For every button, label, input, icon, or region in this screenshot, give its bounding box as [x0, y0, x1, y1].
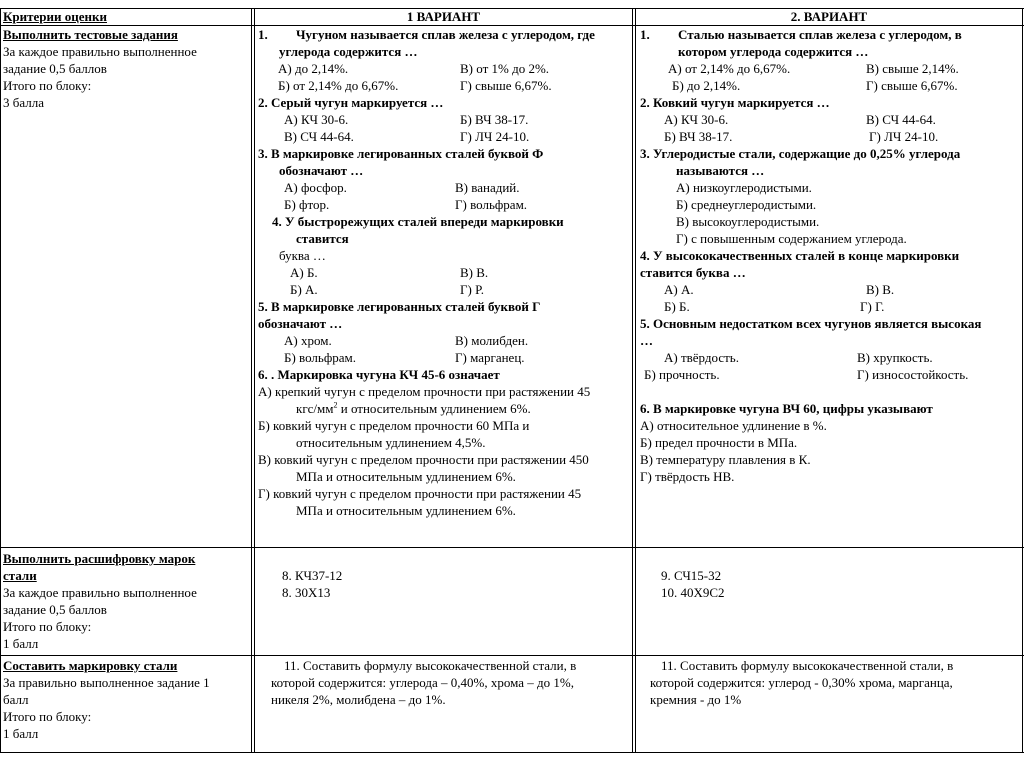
v2-formula-line-2: которой содержится: углерод - 0,30% хрома, марганца,: [650, 675, 953, 690]
v1-question-6-unit: кгс/мм: [296, 401, 334, 416]
criteria-block2-line3: Итого по блоку:: [3, 619, 92, 634]
v1-question-1-line-2: углерода содержится …: [279, 44, 418, 59]
v2-question-4-option-v: В) В.: [866, 282, 895, 297]
left-border: [0, 8, 1, 753]
v2-question-3-option-v: В) высокоуглеродистыми.: [676, 214, 820, 229]
v2-question-3-option-b: Б) среднеуглеродистыми.: [676, 197, 817, 212]
v2-marking-1: 9. СЧ15-32: [661, 568, 722, 583]
v1-formula-line-3: никеля 2%, молибдена – до 1%.: [271, 692, 446, 707]
v1-question-1-number: 1.: [258, 27, 268, 42]
criteria-block2-title-2: стали: [3, 568, 37, 583]
v1-question-6-option-v-line-2: МПа и относительным удлинением 6%.: [296, 469, 516, 484]
v1-question-3-option-b: Б) фтор.: [284, 197, 330, 212]
column-divider-1a: [251, 8, 252, 753]
v1-question-5-option-a: А) хром.: [284, 333, 332, 348]
v2-question-4-option-g: Г) Г.: [860, 299, 885, 314]
v1-question-3-option-v: В) ванадий.: [455, 180, 520, 195]
v1-question-2-option-g: Г) ЛЧ 24-10.: [460, 129, 530, 144]
criteria-block3-title: Составить маркировку стали: [3, 658, 178, 673]
right-border: [1022, 8, 1023, 753]
v2-question-1-line-2: котором углерода содержится …: [678, 44, 869, 59]
v2-question-1-option-a: А) от 2,14% до 6,67%.: [668, 61, 791, 76]
row-divider-2: [0, 655, 1024, 656]
v2-question-5-option-b: Б) прочность.: [644, 367, 720, 382]
criteria-block1-line4: 3 балла: [3, 95, 44, 110]
v1-question-4-line-2: ставится: [296, 231, 349, 246]
v2-question-1-option-b: Б) до 2,14%.: [672, 78, 741, 93]
v2-question-1-line-1: Сталью называется сплав железа с углеродом, в: [678, 27, 962, 42]
criteria-block1-line3: Итого по блоку:: [3, 78, 92, 93]
v2-question-2-option-a: А) КЧ 30-6.: [664, 112, 729, 127]
v2-question-3-option-a: А) низкоуглеродистыми.: [676, 180, 812, 195]
v1-question-6-option-a-line-1: А) крепкий чугун с пределом прочности при растяжении 45: [258, 384, 591, 399]
v2-question-2-option-g: Г) ЛЧ 24-10.: [869, 129, 939, 144]
v1-question-5-line-1: 5. В маркировке легированных сталей буквой Г: [258, 299, 541, 314]
v1-question-1-option-a: А) до 2,14%.: [278, 61, 349, 76]
v1-question-1-option-v: В) от 1% до 2%.: [460, 61, 550, 76]
v2-question-2: 2. Ковкий чугун маркируется …: [640, 95, 830, 110]
v1-question-2-option-a: А) КЧ 30-6.: [284, 112, 349, 127]
v1-marking-2: 8. 30Х13: [282, 585, 331, 600]
v1-question-2: 2. Серый чугун маркируется …: [258, 95, 444, 110]
v2-question-5-option-g: Г) износостойкость.: [857, 367, 969, 382]
v1-question-6-option-b-line-2: относительным удлинением 4,5%.: [296, 435, 486, 450]
v2-question-5-ellipsis: …: [640, 333, 653, 348]
criteria-block3-line4: 1 балл: [3, 726, 39, 741]
v2-question-1-option-v: В) свыше 2,14%.: [866, 61, 959, 76]
v1-question-4-option-b: Б) А.: [290, 282, 318, 297]
v1-question-6-option-g-line-1: Г) ковкий чугун с пределом прочности при растяжении 45: [258, 486, 582, 501]
v2-question-6-option-b: Б) предел прочности в МПа.: [640, 435, 798, 450]
row-divider-1: [0, 547, 1024, 548]
v1-formula-line-2: которой содержится: углерода – 0,40%, хрома – до 1%,: [271, 675, 574, 690]
v1-question-2-option-v: В) СЧ 44-64.: [284, 129, 354, 144]
v1-question-6-option-g-line-2: МПа и относительным удлинением 6%.: [296, 503, 516, 518]
v2-question-3-option-g: Г) с повышенным содержанием углерода.: [676, 231, 907, 246]
v1-question-1-line-1: Чугуном называется сплав железа с углеродом, где: [296, 27, 595, 42]
criteria-block3-line2: балл: [3, 692, 29, 707]
v1-question-4-line-3: буква …: [279, 248, 326, 263]
v2-question-2-option-b: Б) ВЧ 38-17.: [664, 129, 733, 144]
v2-question-1-option-g: Г) свыше 6,67%.: [866, 78, 958, 93]
v2-question-3-line-2: называются …: [676, 163, 765, 178]
v1-question-6-elongation: и относительным удлинением 6%.: [337, 401, 531, 416]
v1-marking-1: 8. КЧ37-12: [282, 568, 343, 583]
v1-question-5-option-v: В) молибден.: [455, 333, 529, 348]
v1-question-3-line-1: 3. В маркировке легированных сталей буквой Ф: [258, 146, 544, 161]
v2-question-5-option-v: В) хрупкость.: [857, 350, 933, 365]
v2-formula-line-1: 11. Составить формулу высококачественной стали, в: [661, 658, 954, 673]
v2-question-4-option-b: Б) Б.: [664, 299, 690, 314]
v1-question-3-option-g: Г) вольфрам.: [455, 197, 528, 212]
v1-question-3-line-2: обозначают …: [279, 163, 364, 178]
criteria-block1-line1: За каждое правильно выполненное: [3, 44, 197, 59]
v1-question-5-option-g: Г) марганец.: [455, 350, 525, 365]
v1-question-6-option-v-line-1: В) ковкий чугун с пределом прочности при растяжении 450: [258, 452, 589, 467]
criteria-block1-line2: задание 0,5 баллов: [3, 61, 107, 76]
header-variant-2: 2. ВАРИАНТ: [790, 9, 868, 24]
table-bottom-border: [0, 752, 1024, 753]
v1-question-3-option-a: А) фосфор.: [284, 180, 347, 195]
v1-question-4-option-v: В) В.: [460, 265, 489, 280]
v2-question-6: 6. В маркировке чугуна ВЧ 60, цифры указывают: [640, 401, 933, 416]
criteria-block2-title-1: Выполнить расшифровку марок: [3, 551, 196, 566]
v2-question-6-option-a: А) относительное удлинение в %.: [640, 418, 827, 433]
v2-marking-2: 10. 40Х9С2: [661, 585, 725, 600]
criteria-block1-title: Выполнить тестовые задания: [3, 27, 178, 42]
header-variant-1: 1 ВАРИАНТ: [406, 9, 481, 24]
column-divider-1b: [254, 8, 255, 753]
criteria-block2-line2: задание 0,5 баллов: [3, 602, 107, 617]
v1-formula-line-1: 11. Составить формулу высококачественной стали, в: [284, 658, 577, 673]
v2-question-4-line-1: 4. У высококачественных сталей в конце маркировки: [640, 248, 960, 263]
v1-question-6: 6. . Маркировка чугуна КЧ 45-6 означает: [258, 367, 500, 382]
v1-question-5-option-b: Б) вольфрам.: [284, 350, 357, 365]
v1-question-6-option-b-line-1: Б) ковкий чугун с пределом прочности 60 МПа и: [258, 418, 530, 433]
column-divider-2b: [635, 8, 636, 753]
v2-question-3-line-1: 3. Углеродистые стали, содержащие до 0,25% углерода: [640, 146, 961, 161]
v2-question-1-number: 1.: [640, 27, 650, 42]
v1-question-1-option-g: Г) свыше 6,67%.: [460, 78, 552, 93]
header-criteria: Критерии оценки: [3, 9, 107, 24]
v2-question-4-line-2: ставится буква …: [640, 265, 746, 280]
criteria-block2-line1: За каждое правильно выполненное: [3, 585, 197, 600]
v1-question-6-option-a-line-2: [296, 400, 531, 417]
criteria-block3-line3: Итого по блоку:: [3, 709, 92, 724]
v1-question-1-option-b: Б) от 2,14% до 6,67%.: [278, 78, 399, 93]
criteria-block2-line4: 1 балл: [3, 636, 39, 651]
v2-question-6-option-v: В) температуру плавления в К.: [640, 452, 811, 467]
v2-question-4-option-a: А) А.: [664, 282, 694, 297]
column-divider-2a: [632, 8, 633, 753]
v1-question-5-line-2: обозначают …: [258, 316, 343, 331]
v2-formula-line-3: кремния - до 1%: [650, 692, 742, 707]
v2-question-5-option-a: А) твёрдость.: [664, 350, 739, 365]
v1-question-4-option-a: А) Б.: [290, 265, 318, 280]
v1-question-2-option-b: Б) ВЧ 38-17.: [460, 112, 529, 127]
v1-question-4-line-1: 4. У быстрорежущих сталей впереди маркировки: [272, 214, 564, 229]
criteria-block3-line1: За правильно выполненное задание 1: [3, 675, 210, 690]
v2-question-2-option-v: В) СЧ 44-64.: [866, 112, 936, 127]
v1-question-4-option-g: Г) Р.: [460, 282, 484, 297]
v1-question-6-unit-superscript: 2: [333, 400, 338, 410]
v2-question-5: 5. Основным недостатком всех чугунов является высокая: [640, 316, 982, 331]
v2-question-6-option-g: Г) твёрдость НВ.: [640, 469, 735, 484]
